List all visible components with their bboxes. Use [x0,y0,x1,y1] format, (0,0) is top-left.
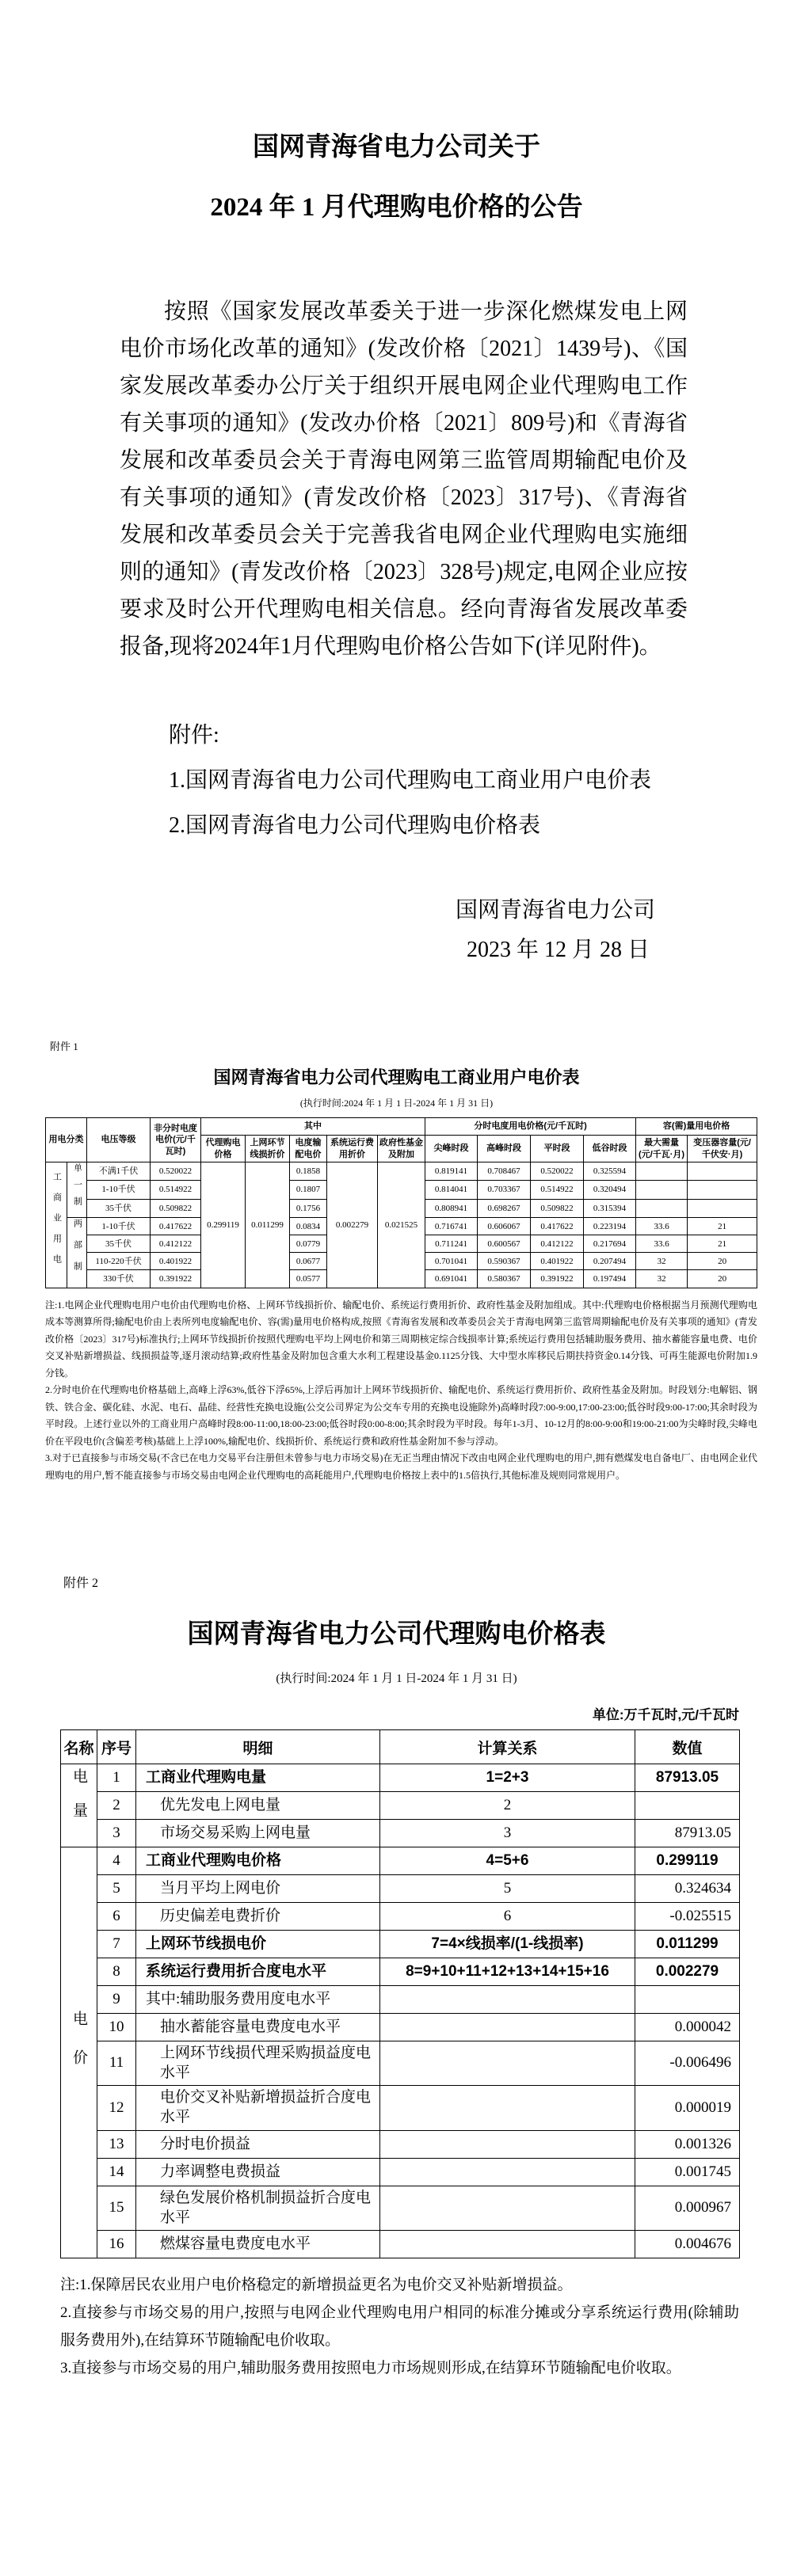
cell-trans: 0.1858 [290,1162,327,1181]
cell-calc: 5 [380,1875,635,1903]
cell-trans: 0.1807 [290,1181,327,1199]
cell-capacity [688,1162,757,1181]
cell-calc: 4=5+6 [380,1847,635,1875]
h2-calc: 计算关系 [380,1730,635,1764]
h2-item: 明细 [136,1730,380,1764]
cell-value: 0.000967 [635,2186,740,2230]
cell-no: 5 [97,1875,136,1903]
cell-value: 0.000042 [635,2014,740,2041]
cell-value: 87913.05 [635,1764,740,1792]
cell-flat: 0.509822 [151,1199,201,1217]
cell-no: 3 [97,1820,136,1847]
cell-item: 燃煤容量电费度电水平 [136,2231,380,2258]
cell-calc [380,2014,635,2041]
cell-value: 87913.05 [635,1820,740,1847]
cell-peak: 0.708467 [478,1162,531,1181]
cell-no: 9 [97,1986,136,2014]
h2-no: 序号 [97,1730,136,1764]
attachments-label: 附件: [169,723,219,748]
user-class-vertical-label: 工商业用电 [51,1171,62,1275]
cell-demand [636,1162,688,1181]
cell-calc: 3 [380,1820,635,1847]
cell-value [635,1792,740,1820]
cell-capacity: 20 [688,1253,757,1270]
cell-no: 8 [97,1958,136,1986]
cell-item: 力率调整电费损益 [136,2158,380,2186]
signature-date: 2023 年 12 月 28 日 [467,938,650,962]
annex2-note-2: 2.直接参与市场交易的用户,按照与电网企业代理购电用户相同的标准分摊或分享系统运行费用(除辅助服务费用外),在结算环节随输配电价收取。 [60,2304,739,2350]
cell-peak: 0.590367 [478,1253,531,1270]
h-flat-price: 非分时电度电价(元/千瓦时) [151,1118,201,1162]
annex1-label: 附件 1 [50,1041,78,1052]
h-system-fee: 系统运行费用折价 [327,1136,378,1162]
cell-value: 0.000019 [635,2086,740,2130]
annex2-notes [60,2271,739,2382]
table-row [61,2130,740,2158]
cell-gov-fund: 0.021525 [378,1162,425,1288]
cell-voltage: 35千伏 [87,1199,151,1217]
table-row [61,1820,740,1847]
cell-calc [380,1986,635,2014]
cell-demand: 33.6 [636,1218,688,1235]
cell-no: 1 [97,1764,136,1792]
table-row [61,1931,740,1958]
cell-valley: 0.207494 [584,1253,636,1270]
cell-calc: 6 [380,1903,635,1931]
annex1-price-table [45,1117,757,1288]
table-row [61,1875,740,1903]
table-row [61,2186,740,2230]
cell-calc: 1=2+3 [380,1764,635,1792]
cell-item: 上网环节线损代理采购损益度电水平 [136,2041,380,2086]
cell-value [635,1986,740,2014]
cell-no: 6 [97,1903,136,1931]
cell-flat: 0.417622 [151,1218,201,1235]
h-tou-group: 分时电度用电价格(元/千瓦时) [425,1118,636,1136]
doc-title-line1: 国网青海省电力公司关于 [253,133,540,162]
cell-sharp: 0.691041 [425,1270,478,1288]
cell-item: 市场交易采购上网电量 [136,1820,380,1847]
cell-user-class [46,1162,67,1288]
cell-value: 0.011299 [635,1931,740,1958]
h-sharp: 尖峰时段 [425,1136,478,1162]
table-row [61,1986,740,2014]
cell-trans: 0.0779 [290,1235,327,1253]
cell-calc: 8=9+10+11+12+13+14+15+16 [380,1958,635,1986]
cell-valley: 0.197494 [584,1270,636,1288]
cell-capacity: 21 [688,1218,757,1235]
h-line-loss: 上网环节线损折价 [246,1136,290,1162]
table-row [46,1162,757,1181]
cell-value: 0.001326 [635,2130,740,2158]
cell-sharp: 0.819141 [425,1162,478,1181]
cell-valley: 0.320494 [584,1181,636,1199]
cell-no: 2 [97,1792,136,1820]
cell-value: -0.025515 [635,1903,740,1931]
cell-flat: 0.412122 [151,1235,201,1253]
table-row [61,1792,740,1820]
table-row [61,1958,740,1986]
cell-calc [380,2186,635,2230]
cell-line-loss-price: 0.011299 [246,1162,290,1288]
annex2-note-1: 注:1.保障居民农业用户电价格稳定的新增损益更名为电价交叉补贴新增损益。 [60,2277,573,2294]
h-gov-fund: 政府性基金及附加 [378,1136,425,1162]
attachments-block [169,713,793,848]
cell-mid: 0.509822 [531,1199,584,1217]
signature-company: 国网青海省电力公司 [456,898,656,923]
cell-value: 0.299119 [635,1847,740,1875]
cell-no: 14 [97,2158,136,2186]
cell-peak: 0.580367 [478,1270,531,1288]
h2-section: 名称 [61,1730,97,1764]
cell-trans: 0.0677 [290,1253,327,1270]
cell-valley: 0.223194 [584,1218,636,1235]
h-among: 其中 [201,1118,425,1136]
cell-peak: 0.703367 [478,1181,531,1199]
attachment-item-2: 2.国网青海省电力公司代理购电价格表 [169,813,541,838]
cell-calc [380,2231,635,2258]
cell-no: 12 [97,2086,136,2130]
cell-no: 4 [97,1847,136,1875]
cell-flat: 0.520022 [151,1162,201,1181]
doc-body-paragraph: 按照《国家发展改革委关于进一步深化燃煤发电上网电价市场化改革的通知》(发改价格〔2021〕1439号)、《国家发展改革委办公厅关于组织开展电网企业代理购电工作有关事项的通知》(发改办价格〔2021〕809号)和《青海省发展和改革委员会关于青海电网第三监管周期输配电价及有关事项的通知》(青发改价格〔2023〕317号)、《青海省发展和改革委员会关于完善我省电网企业代理购电实施细则的通知》(青发改价格〔2023〕328号)规定,电网企业应按要求及时公开代理购电相关信息。经向青海省发展改革委报备,现将2024年1月代理购电价格公告如下(详见附件)。 [120,299,688,659]
h-peak: 高峰时段 [478,1136,531,1162]
annex1-note-3: 3.对于已直接参与市场交易(不含已在电力交易平台注册但未曾参与电力市场交易)在无正当理由情况下改由电网企业代理购电的用户,拥有燃煤发电自备电厂、由电网企业代理购电的用户,暂不能直接参与市场交易由电网企业代理购电的高耗能用户,代理购电价格按上表中的1.5倍执行,其他标准及规则同常规用户。 [45,1452,757,1481]
annex2-price-table [60,1729,740,2258]
table-row [61,1764,740,1792]
cell-calc [380,2158,635,2186]
section-energy [61,1764,97,1847]
section-energy-vertical-label: 电量 [71,1768,87,1837]
cell-item: 当月平均上网电价 [136,1875,380,1903]
cell-trans: 0.0834 [290,1218,327,1235]
h-mid: 平时段 [531,1136,584,1162]
cell-group-single [67,1162,87,1218]
cell-flat: 0.514922 [151,1181,201,1199]
cell-item: 优先发电上网电量 [136,1792,380,1820]
cell-demand: 33.6 [636,1235,688,1253]
annex1-note-2: 2.分时电价在代理购电价格基础上,高峰上浮63%,低谷下浮65%,上浮后再加计上网环节线损折价、输配电价、系统运行费用折价、政府性基金及附加。时段划分:电解铝、钢铁、铁合金、碳化硅、水泥、电石、晶硅、经营性充换电设施(公交公司界定为公交车专用的充换电设施除外)高峰时段7:00-9:00,17:00-23:00;低谷时段9:00-17:00;其余时段为平时段。上述行业以外的工商业用户高峰时段8:00-11:00,18:00-23:00;低谷时段0:00-8:00;其余时段为平时段。每年1-3月、10-12月的8:00-9:00和19:00-21:00为尖峰时段,尖峰电价在平段电价(含偏差考核)基础上上浮100%,输配电价、线损折价、系统运行费和政府性基金附加不参与浮动。 [45,1384,757,1447]
cell-no: 16 [97,2231,136,2258]
h-trans: 电度输配电价 [290,1136,327,1162]
h-capacity-group: 容(需)量用电价格 [636,1118,757,1136]
cell-peak: 0.606067 [478,1218,531,1235]
cell-item: 历史偏差电费折价 [136,1903,380,1931]
table-row [61,2014,740,2041]
cell-capacity: 20 [688,1270,757,1288]
cell-item: 电价交叉补贴新增损益折合度电水平 [136,2086,380,2130]
cell-no: 10 [97,2014,136,2041]
cell-voltage: 35千伏 [87,1235,151,1253]
attachment-item-1: 1.国网青海省电力公司代理购电工商业用户电价表 [169,768,652,793]
cell-group-two-part [67,1218,87,1288]
cell-value: -0.006496 [635,2041,740,2086]
table-row [61,2231,740,2258]
annex2-unit-line: 单位:万千瓦时,元/千瓦时 [592,1707,739,1723]
cell-calc: 7=4×线损率/(1-线损率) [380,1931,635,1958]
table-row [61,1847,740,1875]
doc-title-line2: 2024 年 1 月代理购电价格的公告 [210,193,583,222]
cell-mid: 0.520022 [531,1162,584,1181]
cell-mid: 0.417622 [531,1218,584,1235]
cell-calc [380,2130,635,2158]
cell-value: 0.001745 [635,2158,740,2186]
annex2-note-3: 3.直接参与市场交易的用户,辅助服务费用按照电力市场规则形成,在结算环节随输配电价收取。 [60,2360,681,2377]
cell-item: 上网环节线损电价 [136,1931,380,1958]
h-user-class: 用电分类 [46,1118,87,1162]
cell-mid: 0.412122 [531,1235,584,1253]
cell-sharp: 0.716741 [425,1218,478,1235]
cell-valley: 0.315394 [584,1199,636,1217]
cell-sharp: 0.808941 [425,1199,478,1217]
cell-sharp: 0.711241 [425,1235,478,1253]
h-transformer: 变压器容量(元/千伏安·月) [688,1136,757,1162]
table-row [61,2041,740,2086]
cell-value: 0.004676 [635,2231,740,2258]
cell-demand [636,1199,688,1217]
cell-demand: 32 [636,1253,688,1270]
cell-peak: 0.698267 [478,1199,531,1217]
cell-peak: 0.600567 [478,1235,531,1253]
table-row [61,1903,740,1931]
cell-system-fee: 0.002279 [327,1162,378,1288]
cell-calc [380,2041,635,2086]
cell-flat: 0.401922 [151,1253,201,1270]
cell-sharp: 0.701041 [425,1253,478,1270]
annex2-title: 国网青海省电力公司代理购电价格表 [187,1619,606,1649]
cell-mid: 0.401922 [531,1253,584,1270]
cell-no: 15 [97,2186,136,2230]
group-two-part-vertical-label: 两部制 [72,1219,82,1284]
annex1-title: 国网青海省电力公司代理购电工商业用户电价表 [213,1067,580,1087]
h-agency: 代理购电价格 [201,1136,246,1162]
h2-value: 数值 [635,1730,740,1764]
cell-item: 系统运行费用折合度电水平 [136,1958,380,1986]
doc-title [0,0,793,238]
section-price [61,1847,97,2258]
h-valley: 低谷时段 [584,1136,636,1162]
cell-mid: 0.391922 [531,1270,584,1288]
cell-item: 其中:辅助服务费用度电水平 [136,1986,380,2014]
cell-voltage: 不满1千伏 [87,1162,151,1181]
cell-trans: 0.1756 [290,1199,327,1217]
cell-capacity [688,1199,757,1217]
cell-demand: 32 [636,1270,688,1288]
cell-item: 工商业代理购电量 [136,1764,380,1792]
signature-block [456,891,793,970]
cell-capacity [688,1181,757,1199]
cell-calc [380,2086,635,2130]
cell-item: 绿色发展价格机制损益折合度电水平 [136,2186,380,2230]
cell-voltage: 1-10千伏 [87,1218,151,1235]
cell-valley: 0.217694 [584,1235,636,1253]
cell-item: 分时电价损益 [136,2130,380,2158]
cell-mid: 0.514922 [531,1181,584,1199]
cell-agency-price: 0.299119 [201,1162,246,1288]
cell-demand [636,1181,688,1199]
table-row [61,2086,740,2130]
cell-sharp: 0.814041 [425,1181,478,1199]
annex1-notes [45,1297,757,1485]
annex1-period: (执行时间:2024 年 1 月 1 日-2024 年 1 月 31 日) [299,1098,494,1109]
h-voltage: 电压等级 [87,1118,151,1162]
cell-capacity: 21 [688,1235,757,1253]
cell-voltage: 1-10千伏 [87,1181,151,1199]
cell-item: 工商业代理购电价格 [136,1847,380,1875]
cell-no: 7 [97,1931,136,1958]
annex2-period: (执行时间:2024 年 1 月 1 日-2024 年 1 月 31 日) [276,1672,517,1686]
cell-item: 抽水蓄能容量电费度电水平 [136,2014,380,2041]
annex1-note-1: 注:1.电网企业代理购电用户电价由代理购电价格、上网环节线损折价、输配电价、系统运行费用折价、政府性基金及附加组成。其中:代理购电价格根据当月预测代理购电成本等测算所得;输配电价由上表所列电度输配电价、容(需)量用电价格构成,按照《青海省发展和改革委员会关于青海电网第三监管周期输配电价及有关事项的通知》(青发改价格〔2023〕317号)标准执行;上网环节线损折价按照代理购电平均上网电价和第三周期核定综合线损率计算;系统运行费用包括辅助服务费用、抽水蓄能容量电费、电价交叉补贴新增损益、线损损益等,逐月滚动结算;政府性基金及附加包含重大水利工程建设基金0.1125分钱、大中型水库移民后期扶持资金0.14分钱、可再生能源电价附加1.9分钱。 [45,1299,757,1379]
cell-value: 0.324634 [635,1875,740,1903]
section-price-vertical-label: 电价 [71,2011,87,2089]
cell-calc: 2 [380,1792,635,1820]
group-single-vertical-label: 单一制 [72,1163,82,1213]
cell-valley: 0.325594 [584,1162,636,1181]
cell-voltage: 330千伏 [87,1270,151,1288]
cell-no: 13 [97,2130,136,2158]
cell-value: 0.002279 [635,1958,740,1986]
h-demand: 最大需量(元/千瓦·月) [636,1136,688,1162]
cell-no: 11 [97,2041,136,2086]
cell-trans: 0.0577 [290,1270,327,1288]
table-row [61,2158,740,2186]
annex2-label: 附件 2 [63,1577,99,1591]
cell-voltage: 110-220千伏 [87,1253,151,1270]
cell-flat: 0.391922 [151,1270,201,1288]
